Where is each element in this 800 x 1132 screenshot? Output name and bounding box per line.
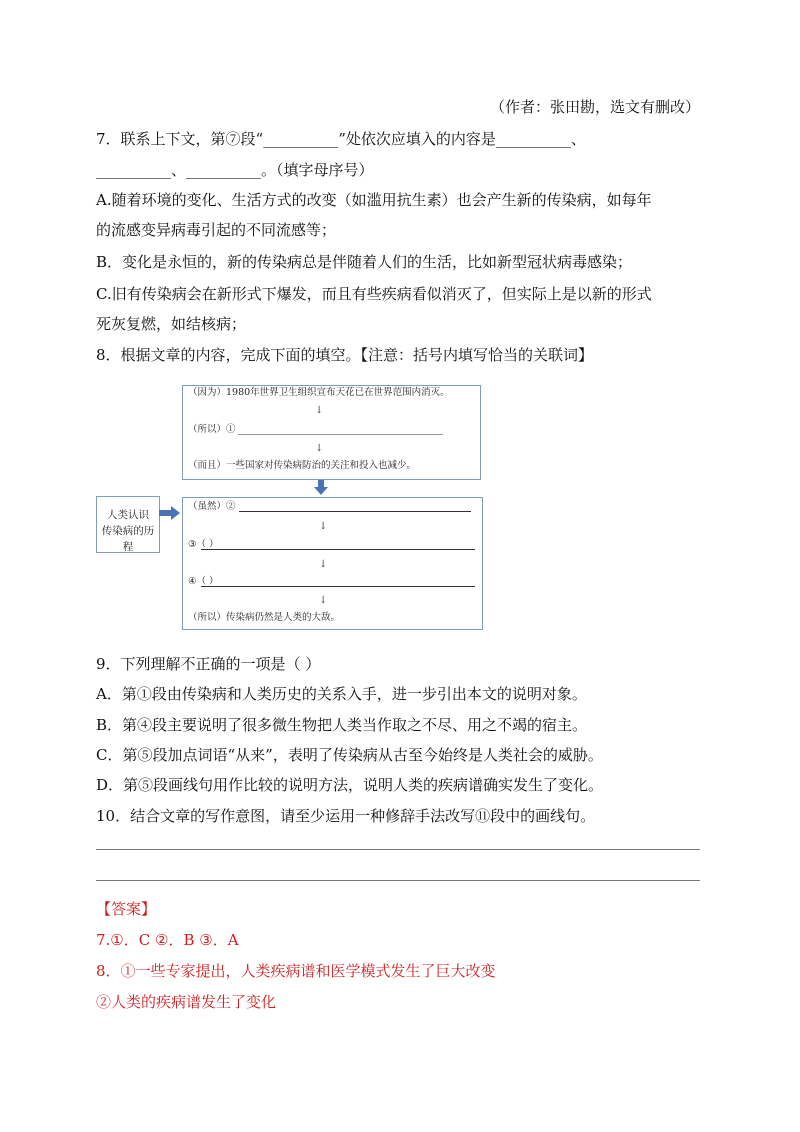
down-arrow-icon: ↓ <box>315 443 324 454</box>
answer-line-1 <box>96 849 700 850</box>
q9-stem: 9．下列理解不正确的一项是（ ） <box>96 655 321 673</box>
q9-option-b: B．第④段主要说明了很多微生物把人类当作取之不尽、用之不竭的宿主。 <box>96 716 588 734</box>
top-box-row1: （因为）1980年世界卫生组织宣布天花已在世界范围内消灭。 <box>188 387 450 398</box>
top-box-row2: （所以）① <box>188 424 236 435</box>
right-arrow-icon <box>159 506 181 520</box>
q7-option-c-line1: C.旧有传染病会在新形式下爆发，而且有些疾病看似消灭了，但实际上是以新的形式 <box>96 285 652 303</box>
answer-line-2 <box>96 880 700 881</box>
q9-option-c: C．第⑤段加点词语“从来”，表明了传染病从古至今始终是人类社会的威胁。 <box>96 746 603 764</box>
q9-option-d: D．第⑤段画线句用作比较的说明方法，说明人类的疾病谱确实发生了变化。 <box>96 776 604 794</box>
author-note: （作者：张田勘，选文有删改） <box>489 98 700 116</box>
diagram-left-box <box>96 496 160 553</box>
bottom-box-row1: （虽然）② <box>188 501 236 512</box>
blank-4 <box>201 586 475 587</box>
q7-option-b: B．变化是永恒的，新的传染病总是伴随着人们的生活，比如新型冠状病毒感染； <box>96 253 633 271</box>
q7-option-c-line2: 死灰复燃，如结核病； <box>96 315 247 333</box>
top-box-row3: （而且）一些国家对传染病防治的关注和投入也减少。 <box>188 460 417 471</box>
answer-q7: 7.①．C ②．B ③．A <box>96 931 239 949</box>
q7-blanks: __________、__________。（填字母序号） <box>96 161 374 179</box>
blank-1 <box>238 434 443 435</box>
answer-q8-part1: 8．①一些专家提出，人类疾病谱和医学模式发生了巨大改变 <box>96 962 496 980</box>
q7-option-a-line2: 的流感变异病毒引起的不同流感等； <box>96 221 337 239</box>
answer-q8-part2: ②人类的疾病谱发生了变化 <box>96 993 277 1011</box>
down-arrow-icon: ↓ <box>319 595 328 606</box>
down-arrow-icon: ↓ <box>315 405 324 416</box>
down-arrow-icon: ↓ <box>319 521 328 532</box>
diagram-bottom-box <box>182 497 483 630</box>
down-arrow-icon: ↓ <box>319 559 328 570</box>
down-arrow-icon <box>314 480 328 496</box>
blank-3 <box>201 549 475 550</box>
answer-header: 【答案】 <box>96 900 157 918</box>
left-box-line2: 传染病的历程 <box>101 525 155 553</box>
left-box-line1: 人类认识 <box>107 509 149 521</box>
diagram-top-box <box>182 385 481 480</box>
bottom-box-row2: ③（ ） <box>188 539 219 550</box>
q8-stem: 8．根据文章的内容，完成下面的填空。【注意：括号内填写恰当的关联词】 <box>96 346 594 364</box>
q10-stem: 10．结合文章的写作意图，请至少运用一种修辞手法改写⑪段中的画线句。 <box>96 807 596 825</box>
blank-2 <box>239 511 471 512</box>
q7-stem: 7．联系上下文，第⑦段“__________”处依次应填入的内容是__________、 <box>96 130 586 148</box>
q9-option-a: A．第①段由传染病和人类历史的关系入手，进一步引出本文的说明对象。 <box>96 685 587 703</box>
bottom-box-row4: （所以）传染病仍然是人类的大敌。 <box>188 612 341 623</box>
q7-option-a-line1: A.随着环境的变化、生活方式的改变（如滥用抗生素）也会产生新的传染病，如每年 <box>96 191 652 209</box>
bottom-box-row3: ④（ ） <box>188 576 219 587</box>
